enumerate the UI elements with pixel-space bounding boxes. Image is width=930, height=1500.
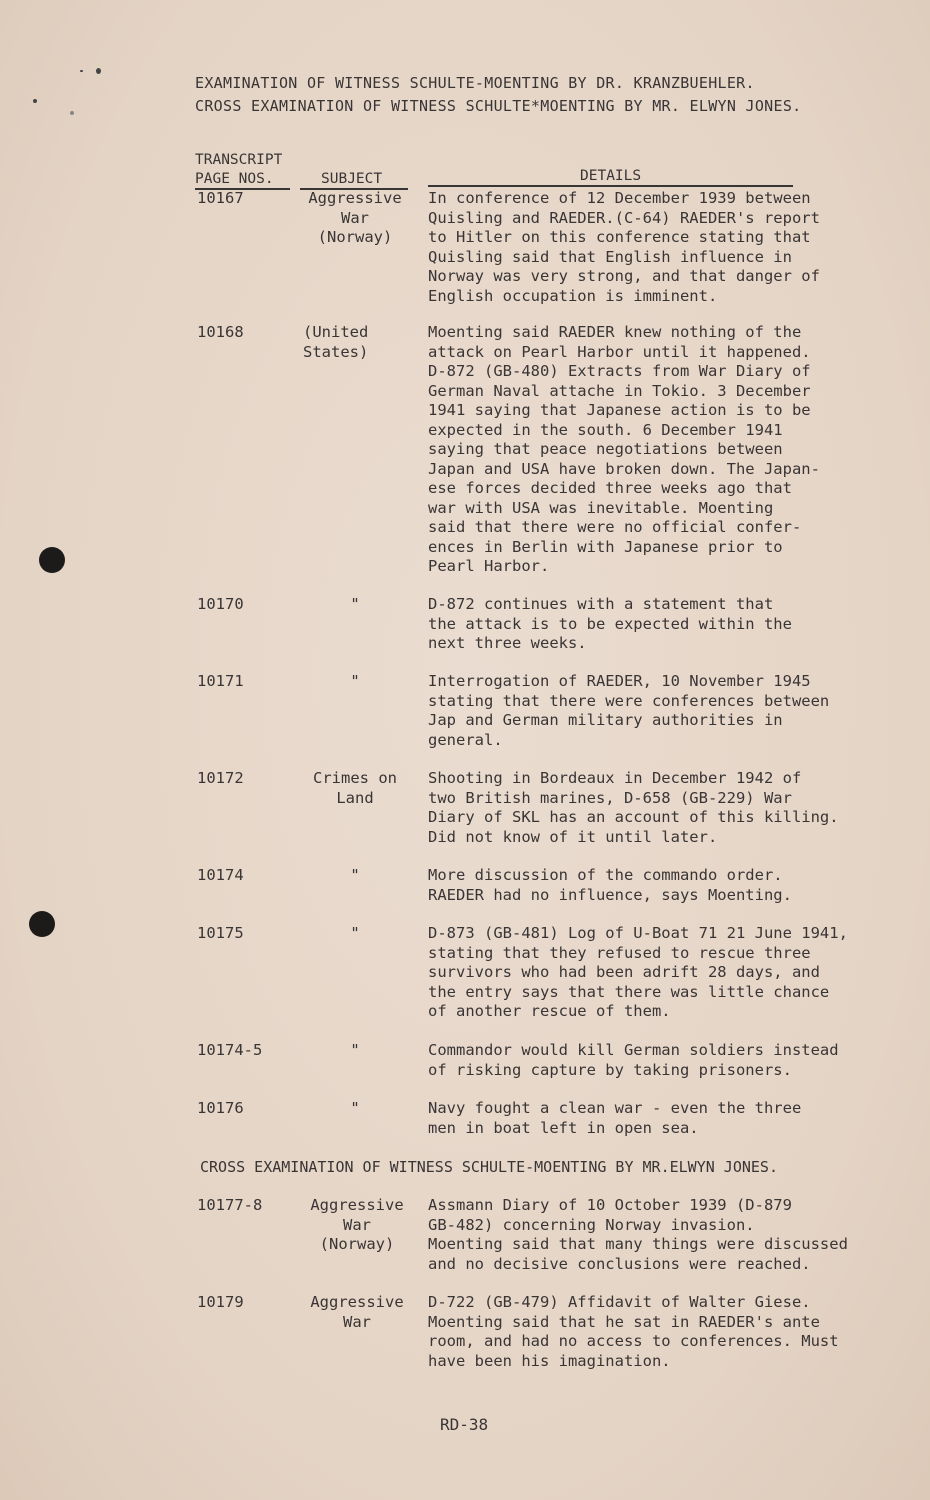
entry-subject: Crimes on Land xyxy=(313,769,397,807)
entry-page-number: 10167 xyxy=(197,189,244,207)
column-header-details: DETAILS xyxy=(580,168,642,184)
entry-details: More discussion of the commando order. RAEDER had no influence, says Moenting. xyxy=(428,866,792,904)
entry-subject-ditto: " xyxy=(350,595,360,613)
entry-details: Moenting said RAEDER knew nothing of the attack on Pearl Harbor until it happened. D-872 (GB-480) Extracts from War Diary of German Naval attache in Tokio. 3 December 1941 saying that Japanese action is to be expected in the south. 6 December 1941 saying that peace negotiations between Japan and USA have broken down. The Japan- ese forces decided three weeks ago that war with USA was inevitable. Moenting said that there were no official confer- ences in Berlin with Japanese prior to Pearl Harbor. xyxy=(428,323,820,575)
entry-subject-ditto: " xyxy=(350,1099,360,1117)
column-header-transcript: TRANSCRIPT xyxy=(195,152,283,168)
header-line-2: CROSS EXAMINATION OF WITNESS SCHULTE*MOENTING BY MR. ELWYN JONES. xyxy=(195,97,802,115)
page-identifier: RD-38 xyxy=(440,1415,489,1434)
entry-details: Shooting in Bordeaux in December 1942 of two British marines, D-658 (GB-229) War Diary of SKL has an account of this killing. Did not know of it until later. xyxy=(428,769,839,846)
entry-subject-ditto: " xyxy=(350,924,360,942)
entry-page-number: 10168 xyxy=(197,323,244,341)
entry-details: Assmann Diary of 10 October 1939 (D-879 GB-482) concerning Norway invasion. Moenting said that many things were discussed and no decisive conclusions were reached. xyxy=(428,1196,848,1273)
column-header-page-nos: PAGE NOS. xyxy=(195,171,274,187)
punch-hole-lower xyxy=(29,911,55,937)
entry-subject-ditto: " xyxy=(350,1041,360,1059)
entry-page-number: 10179 xyxy=(197,1293,244,1311)
header-line-1: EXAMINATION OF WITNESS SCHULTE-MOENTING BY DR. KRANZBUEHLER. xyxy=(195,74,755,92)
rule-details xyxy=(428,185,793,187)
entry-details: Navy fought a clean war - even the three men in boat left in open sea. xyxy=(428,1099,802,1137)
ink-speck xyxy=(80,70,83,72)
entry-subject-ditto: " xyxy=(350,672,360,690)
ink-speck xyxy=(96,68,101,74)
ink-speck xyxy=(70,111,74,115)
entry-subject: Aggressive War (Norway) xyxy=(310,1196,404,1253)
entry-details: In conference of 12 December 1939 between Quisling and RAEDER.(C-64) RAEDER's report to Hitler on this conference stating that Quisling said that English influence in Norway was very strong, and that danger of English occupation is imminent. xyxy=(428,189,820,305)
entry-page-number: 10176 xyxy=(197,1099,244,1117)
entry-page-number: 10174-5 xyxy=(197,1041,263,1059)
entry-subject: Aggressive War xyxy=(310,1293,404,1331)
entry-page-number: 10170 xyxy=(197,595,244,613)
ink-speck xyxy=(33,99,37,103)
entry-details: D-722 (GB-479) Affidavit of Walter Giese. Moenting said that he sat in RAEDER's ante room, and had no access to conferences. Must have been his imagination. xyxy=(428,1293,839,1370)
entry-details: Interrogation of RAEDER, 10 November 1945 stating that there were conferences between Jap and German military authorities in general. xyxy=(428,672,830,749)
entry-subject-ditto: " xyxy=(350,866,360,884)
column-header-subject: SUBJECT xyxy=(321,171,383,187)
entry-details: Commandor would kill German soldiers instead of risking capture by taking prisoners. xyxy=(428,1041,839,1079)
entry-details: D-872 continues with a statement that the attack is to be expected within the next three weeks. xyxy=(428,595,792,652)
entry-page-number: 10174 xyxy=(197,866,244,884)
entry-page-number: 10172 xyxy=(197,769,244,787)
entry-page-number: 10175 xyxy=(197,924,244,942)
entry-details: D-873 (GB-481) Log of U-Boat 71 21 June 1941, stating that they refused to rescue three survivors who had been adrift 28 days, and the entry says that there was little chance of another rescue of them. xyxy=(428,924,848,1020)
entry-page-number: 10177-8 xyxy=(197,1196,263,1214)
punch-hole-upper xyxy=(39,547,65,573)
section-heading-cross-examination: CROSS EXAMINATION OF WITNESS SCHULTE-MOENTING BY MR.ELWYN JONES. xyxy=(200,1158,778,1176)
entry-page-number: 10171 xyxy=(197,672,244,690)
entry-subject: Aggressive War (Norway) xyxy=(308,189,402,246)
entry-subject: (United States) xyxy=(303,323,369,361)
